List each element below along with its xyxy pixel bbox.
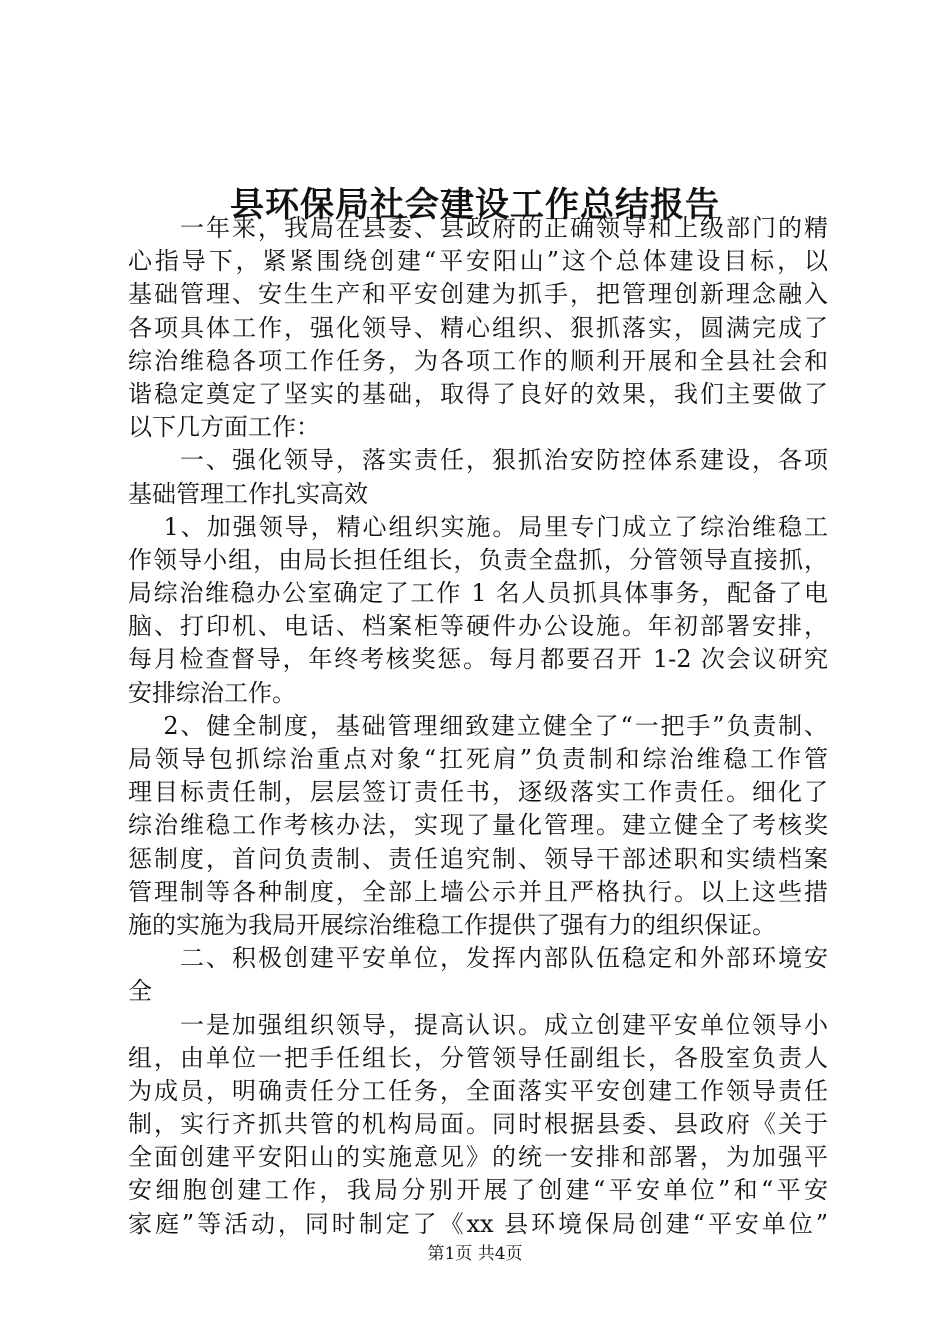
page-footer: 第1页 共4页 [427, 1244, 523, 1264]
text-line: 安细胞创建工作，我局分别开展了创建“平安单位”和“平安 [128, 1176, 828, 1205]
text-line: 局领导包抓综治重点对象“扛死肩”负责制和综治维稳工作管 [128, 745, 828, 773]
text-line: 基础管理工作扎实高效 [128, 479, 368, 508]
text-line: 心指导下，紧紧围绕创建“平安阳山”这个总体建设目标，以 [128, 247, 828, 276]
text-line: 为成员，明确责任分工任务，全面落实平安创建工作领导责任 [128, 1076, 828, 1105]
text-line: 局综治维稳办公室确定了工作 1 名人员抓具体事务，配备了电 [128, 579, 828, 608]
text-line: 家庭”等活动，同时制定了《xx 县环境保局创建“平安单位” [128, 1209, 828, 1238]
text-line: 制，实行齐抓共管的机构局面。同时根据县委、县政府《关于 [128, 1110, 828, 1139]
text-line: 作领导小组，由局长担任组长，负责全盘抓，分管领导直接抓， [128, 545, 828, 574]
text-line: 基础管理、安生生产和平安创建为抓手，把管理创新理念融入 [128, 280, 828, 309]
text-line: 安排综治工作。 [128, 678, 296, 707]
text-line: 脑、打印机、电话、档案柜等硬件办公设施。年初部署安排， [128, 612, 828, 641]
text-line: 每月检查督导，年终考核奖惩。每月都要召开 1-2 次会议研究 [128, 645, 828, 674]
text-line: 全面创建平安阳山的实施意见》的统一安排和部署，为加强平 [128, 1143, 828, 1172]
text-line: 全 [128, 977, 152, 1006]
text-line: 一是加强组织领导，提高认识。成立创建平安单位领导小 [128, 1010, 828, 1039]
text-line: 一、强化领导，落实责任，狠抓治安防控体系建设，各项 [128, 446, 828, 475]
text-line: 各项具体工作，强化领导、精心组织、狠抓落实，圆满完成了 [128, 313, 828, 342]
text-line: 二、积极创建平安单位，发挥内部队伍稳定和外部环境安 [128, 944, 828, 973]
text-line: 组，由单位一把手任组长，分管领导任副组长，各股室负责人 [128, 1043, 828, 1072]
text-line: 理目标责任制，层层签订责任书，逐级落实工作责任。细化了 [128, 778, 828, 807]
text-line: 1、加强领导，精心组织实施。局里专门成立了综治维稳工 [128, 512, 828, 541]
text-line: 综治维稳各项工作任务，为各项工作的顺利开展和全县社会和 [128, 346, 828, 375]
text-line: 管理制等各种制度，全部上墙公示并且严格执行。以上这些措 [128, 877, 828, 906]
text-line: 综治维稳工作考核办法，实现了量化管理。建立健全了考核奖 [128, 811, 828, 840]
document-title: 县环保局社会建设工作总结报告 [230, 185, 720, 225]
text-line: 2、健全制度，基础管理细致建立健全了“一把手”负责制、 [128, 711, 828, 740]
text-line: 施的实施为我局开展综治维稳工作提供了强有力的组织保证。 [128, 910, 776, 939]
document-body [128, 212, 828, 1241]
text-line: 谐稳定奠定了坚实的基础，取得了良好的效果，我们主要做了 [128, 379, 828, 408]
text-line: 惩制度，首问负责制、责任追究制、领导干部述职和实绩档案 [128, 844, 828, 873]
text-line: 一年来，我局在县委、县政府的正确领导和上级部门的精 [128, 214, 828, 242]
text-line: 以下几方面工作： [128, 413, 320, 442]
